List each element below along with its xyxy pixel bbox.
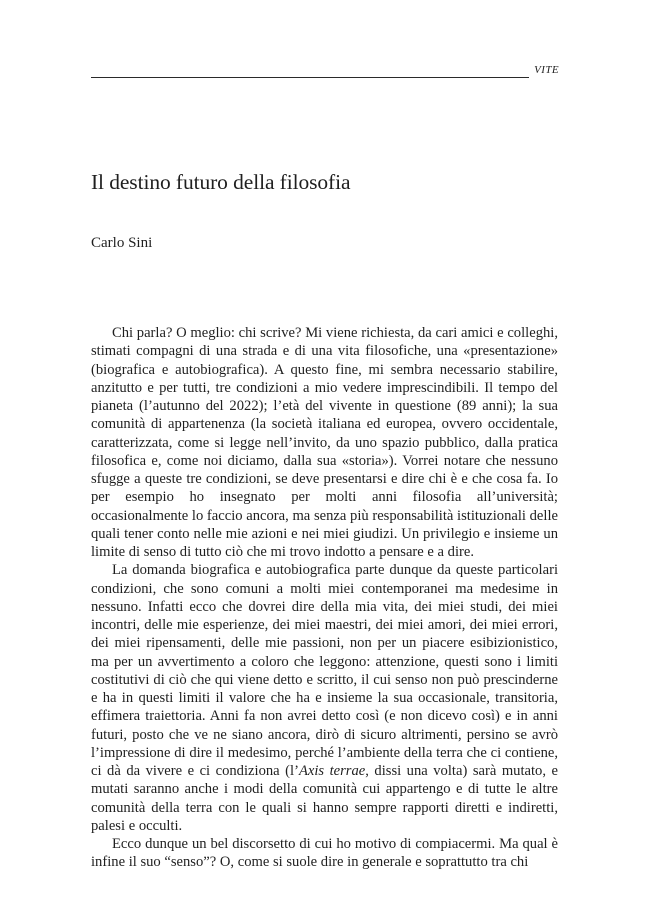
article-author: Carlo Sini <box>91 235 153 251</box>
section-label: VITE <box>534 64 559 76</box>
body-text <box>91 324 558 872</box>
article-title: Il destino futuro della filosofia <box>91 170 351 194</box>
axis-terrae-italic: Axis terrae <box>298 763 366 779</box>
paragraph-2-part-2: , dissi una volta) sarà mutato, e mutati saranno anche i modi della comunità cui appartengo e di tutte le altre comunità della terra con le quali si hanno sempre rapporti diretti e indiretti, palesi e occulti. <box>91 763 558 834</box>
paragraph-2 <box>91 561 558 835</box>
paragraph-3: Ecco dunque un bel discorsetto di cui ho motivo di compiacermi. Ma qual è infine il suo “senso”? O, come si suole dire in generale e soprattutto tra chi <box>91 836 558 871</box>
header-rule <box>91 77 529 78</box>
paragraph-2-part-1: La domanda biografica e autobiografica parte dunque da queste particolari condizioni, che sono comuni a molti miei contemporanei ma medesime in nessuno. Infatti ecco che dovrei dire della mia vita, dei miei studi, dei miei incontri, delle mie esperienze, dei miei maestri, dei miei amori, dei miei errori, dei miei ripensamenti, delle mie passioni, non per un piacere esibizionistico, ma per un avvertimento a coloro che leggono: attenzione, questi sono i limiti costitutivi di ciò che qui viene detto e scritto, il cui senso non può prescinderne e ha in questi limiti il valore che ha e insieme la sua occasionale, transitoria, effimera traiettoria. Anni fa non avrei detto così (e non dicevo così) e in anni futuri, posto che ve ne siano ancora, dirò di sicuro altrimenti, persino se avrò l’impressione di dire il medesimo, perché l’ambiente della terra che ci contiene, ci dà da vivere e ci condiziona (l’ <box>91 562 558 779</box>
running-head <box>91 63 559 79</box>
paragraph-1: Chi parla? O meglio: chi scrive? Mi viene richiesta, da cari amici e colleghi, stimati compagni di una strada e di una vita filosofiche, una «presentazione» (biografica e autobiografica). A questo fine, mi sembra necessario stabilire, anzitutto e per tutti, tre condizioni a mio vedere imprescindibili. Il tempo del pianeta (l’autunno del 2022); l’età del vivente in questione (89 anni); la sua comunità di appartenenza (la società italiana ed europea, ovvero occidentale, caratterizzata, come si legge nell’invito, da uno spazio pubblico, dalla pratica filosofica e, come noi diciamo, dalla sua «storia»). Vorrei notare che nessuno sfugge a queste tre condizioni, se deve presentarsi e dire chi è e che cosa fa. Io per esempio ho insegnato per molti anni filosofia all’università; occasionalmente lo faccio ancora, ma senza più responsabilità istituzionali delle quali tener conto nelle mie azioni e nei miei giudizi. Un privilegio e insieme un limite di senso di tutto ciò che mi trovo indotto a pensare e a dire. <box>91 325 558 560</box>
